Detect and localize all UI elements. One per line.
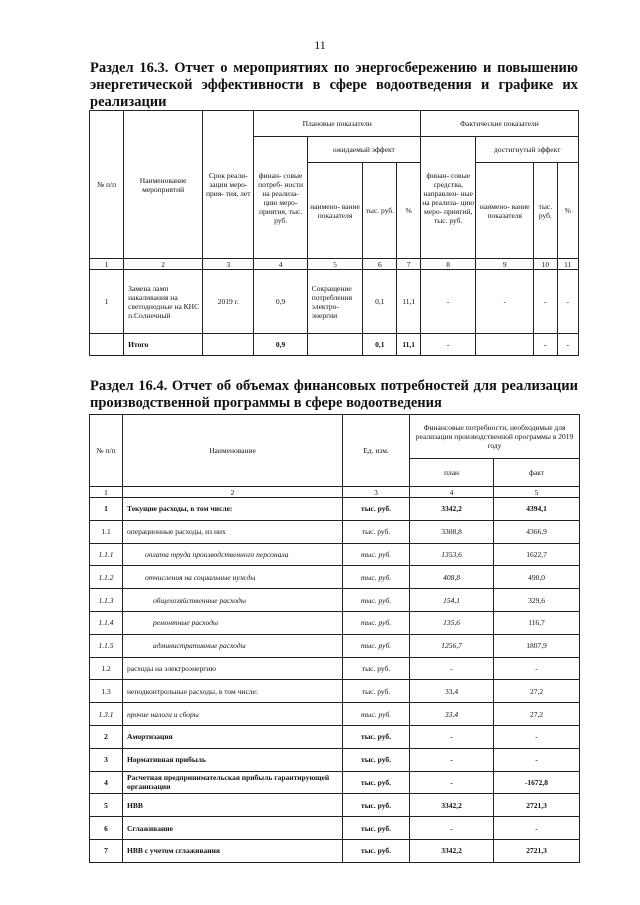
cell-name: общехозяйственные расходы <box>123 589 343 612</box>
cell-no: 1 <box>90 498 123 521</box>
col-percent: % <box>397 163 420 259</box>
cell <box>203 334 254 356</box>
cell-fact: 490,0 <box>494 566 580 589</box>
cell-no: 1.3.1 <box>90 703 123 726</box>
cell-plan: 3342,2 <box>410 839 494 862</box>
table-row <box>90 566 580 589</box>
cell: Итого <box>124 334 203 356</box>
actual-header: Фактические показатели <box>420 111 578 137</box>
cell-name: расходы на электроэнергию <box>123 657 343 680</box>
colnum: 5 <box>307 259 363 270</box>
cell-no: 1.1.4 <box>90 611 123 634</box>
colnum: 4 <box>410 487 494 498</box>
cell-unit: тыс. руб. <box>343 725 410 748</box>
cell-no: 1.1.1 <box>90 543 123 566</box>
table-row <box>90 611 580 634</box>
table-row <box>90 589 580 612</box>
cell-name: ремонтные расходы <box>123 611 343 634</box>
energy-saving-table <box>89 110 579 356</box>
column-numbers-row <box>90 259 579 270</box>
cell-fact: 27,2 <box>494 703 580 726</box>
col-ind-name: наимено- вание показателя <box>307 163 363 259</box>
column-numbers-row <box>90 487 580 498</box>
col-no: № п/п <box>90 111 124 259</box>
table-row <box>90 771 580 794</box>
table-row <box>90 839 580 862</box>
cell-fact: 329,6 <box>494 589 580 612</box>
colnum: 5 <box>494 487 580 498</box>
cell-unit: тыс. руб. <box>343 680 410 703</box>
cell-name: административные расходы <box>123 634 343 657</box>
cell-plan: 33,4 <box>410 703 494 726</box>
colnum: 1 <box>90 487 123 498</box>
col-plan-fin: финан- совые потреб- ности на реализа- цию меро- приятия, тыс. руб. <box>254 137 307 259</box>
table-row <box>90 543 580 566</box>
cell-plan: 33,4 <box>410 680 494 703</box>
cell: 1 <box>90 270 124 334</box>
colnum: 2 <box>123 487 343 498</box>
cell: 0,9 <box>254 270 307 334</box>
colnum: 11 <box>557 259 578 270</box>
cell-no: 1.1.3 <box>90 589 123 612</box>
cell-plan: 1256,7 <box>410 634 494 657</box>
cell-plan: 135,6 <box>410 611 494 634</box>
cell-no: 1.1.2 <box>90 566 123 589</box>
cell <box>476 334 534 356</box>
colnum: 3 <box>343 487 410 498</box>
cell-fact: 2721,3 <box>494 794 580 817</box>
colnum: 4 <box>254 259 307 270</box>
cell-no: 1.1 <box>90 520 123 543</box>
cell: - <box>557 270 578 334</box>
table-row <box>90 748 580 771</box>
table-row <box>90 270 579 334</box>
cell-fact: 2721,3 <box>494 839 580 862</box>
cell: - <box>476 270 534 334</box>
table-row <box>90 498 580 521</box>
cell-fact: - <box>494 748 580 771</box>
cell-name: Амортизация <box>123 725 343 748</box>
cell-unit: тыс. руб. <box>343 611 410 634</box>
table-row <box>90 817 580 840</box>
cell-no: 6 <box>90 817 123 840</box>
cell-name: Расчетная предпринимательская прибыль гарантирующей организации <box>123 771 343 794</box>
cell-plan: - <box>410 657 494 680</box>
cell: 0,1 <box>363 270 397 334</box>
colnum: 8 <box>420 259 476 270</box>
colnum: 9 <box>476 259 534 270</box>
cell-no: 5 <box>90 794 123 817</box>
cell-name: отчисления на социальные нужды <box>123 566 343 589</box>
cell-plan: 3342,2 <box>410 794 494 817</box>
cell-fact: - <box>494 657 580 680</box>
cell-fact: - <box>494 725 580 748</box>
needs-header: Финансовые потребности, необходимые для реализации производственной программы в 2019 году <box>410 415 580 459</box>
cell-fact: -1672,8 <box>494 771 580 794</box>
cell: - <box>534 334 557 356</box>
cell-unit: тыс. руб. <box>343 634 410 657</box>
cell-plan: 154,1 <box>410 589 494 612</box>
cell-unit: тыс. руб. <box>343 794 410 817</box>
colnum: 10 <box>534 259 557 270</box>
cell <box>307 334 363 356</box>
cell-name: Текущие расходы, в том числе: <box>123 498 343 521</box>
cell-unit: тыс. руб. <box>343 498 410 521</box>
cell-unit: тыс. руб. <box>343 748 410 771</box>
col-unit: Ед. изм. <box>343 415 410 487</box>
cell-no: 7 <box>90 839 123 862</box>
cell-plan: 3342,2 <box>410 498 494 521</box>
col-name: Наименование мероприятий <box>124 111 203 259</box>
cell-no: 1.3 <box>90 680 123 703</box>
col-no: № п/п <box>90 415 123 487</box>
cell-name: Сглаживание <box>123 817 343 840</box>
colnum: 6 <box>363 259 397 270</box>
table-row <box>90 725 580 748</box>
section-16-4-title: Раздел 16.4. Отчет об объемах финансовых потребностей для реализации производственной программы в сфере водоотведения <box>90 378 578 411</box>
cell-fact: 4366,9 <box>494 520 580 543</box>
planned-header: Плановые показатели <box>254 111 421 137</box>
cell: - <box>534 270 557 334</box>
cell-no: 2 <box>90 725 123 748</box>
cell: - <box>420 270 476 334</box>
cell-plan: 3308,8 <box>410 520 494 543</box>
cell: - <box>420 334 476 356</box>
col-thousand-rub: тыс. руб. <box>363 163 397 259</box>
cell-unit: тыс. руб. <box>343 839 410 862</box>
cell <box>90 334 124 356</box>
colnum: 7 <box>397 259 420 270</box>
cell: 0,9 <box>254 334 307 356</box>
page-number: 11 <box>314 38 326 52</box>
col-term: Срок реали- зации меро- прия- тия, лет <box>203 111 254 259</box>
cell-fact: 116,7 <box>494 611 580 634</box>
cell-name: операционные расходы, из них <box>123 520 343 543</box>
cell-unit: тыс. руб. <box>343 703 410 726</box>
expected-effect-header: ожидаемый эффект <box>307 137 420 163</box>
col-thousand-rub-2: тыс. руб. <box>534 163 557 259</box>
col-ind-name-2: наимено- вание показателя <box>476 163 534 259</box>
cell-plan: 1353,6 <box>410 543 494 566</box>
cell-unit: тыс. руб. <box>343 589 410 612</box>
cell-unit: тыс. руб. <box>343 817 410 840</box>
cell-unit: тыс. руб. <box>343 566 410 589</box>
cell-unit: тыс. руб. <box>343 520 410 543</box>
cell-fact: 1807,9 <box>494 634 580 657</box>
financial-needs-table <box>89 414 580 863</box>
col-name: Наименование <box>123 415 343 487</box>
colnum: 3 <box>203 259 254 270</box>
total-row <box>90 334 579 356</box>
cell-plan: - <box>410 817 494 840</box>
cell: 2019 г. <box>203 270 254 334</box>
cell-name: неподконтрольные расходы, в том числе: <box>123 680 343 703</box>
table-row <box>90 520 580 543</box>
cell: Замена ламп накаливания на светодиодные на КНС п.Солнечный <box>124 270 203 334</box>
cell-fact: 1622,7 <box>494 543 580 566</box>
cell-name: оплата труда производственного персонала <box>123 543 343 566</box>
cell: 11,1 <box>397 270 420 334</box>
cell-plan: - <box>410 725 494 748</box>
cell-no: 1.2 <box>90 657 123 680</box>
col-fact: факт <box>494 459 580 487</box>
section-16-3-title: Раздел 16.3. Отчет о мероприятиях по энергосбережению и повышению энергетической эффективности в сфере водоотведения и графике их реализации <box>90 60 578 110</box>
cell-no: 3 <box>90 748 123 771</box>
cell-plan: - <box>410 771 494 794</box>
cell-name: Нормативная прибыль <box>123 748 343 771</box>
cell-unit: тыс. руб. <box>343 543 410 566</box>
cell-name: прочие налоги и сборы <box>123 703 343 726</box>
col-fact-fin: финан- совые средства, направлен- ные на реализа- цию меро- приятий, тыс. руб. <box>420 137 476 259</box>
cell: 11,1 <box>397 334 420 356</box>
cell-name: НВВ с учетом сглаживания <box>123 839 343 862</box>
cell-fact: - <box>494 817 580 840</box>
cell-unit: тыс. руб. <box>343 771 410 794</box>
table-row <box>90 794 580 817</box>
cell: 0,1 <box>363 334 397 356</box>
table-row <box>90 680 580 703</box>
col-percent-2: % <box>557 163 578 259</box>
cell-plan: - <box>410 748 494 771</box>
cell-name: НВВ <box>123 794 343 817</box>
cell: Сокращение потребления электро- энергии <box>307 270 363 334</box>
colnum: 1 <box>90 259 124 270</box>
cell-plan: 408,8 <box>410 566 494 589</box>
achieved-effect-header: достигнутый эффект <box>476 137 579 163</box>
table-row <box>90 703 580 726</box>
cell-unit: тыс. руб. <box>343 657 410 680</box>
table-row <box>90 657 580 680</box>
cell-no: 4 <box>90 771 123 794</box>
col-plan: план <box>410 459 494 487</box>
cell-fact: 27,2 <box>494 680 580 703</box>
colnum: 2 <box>124 259 203 270</box>
cell-fact: 4394,1 <box>494 498 580 521</box>
cell-no: 1.1.5 <box>90 634 123 657</box>
table-row <box>90 634 580 657</box>
cell: - <box>557 334 578 356</box>
